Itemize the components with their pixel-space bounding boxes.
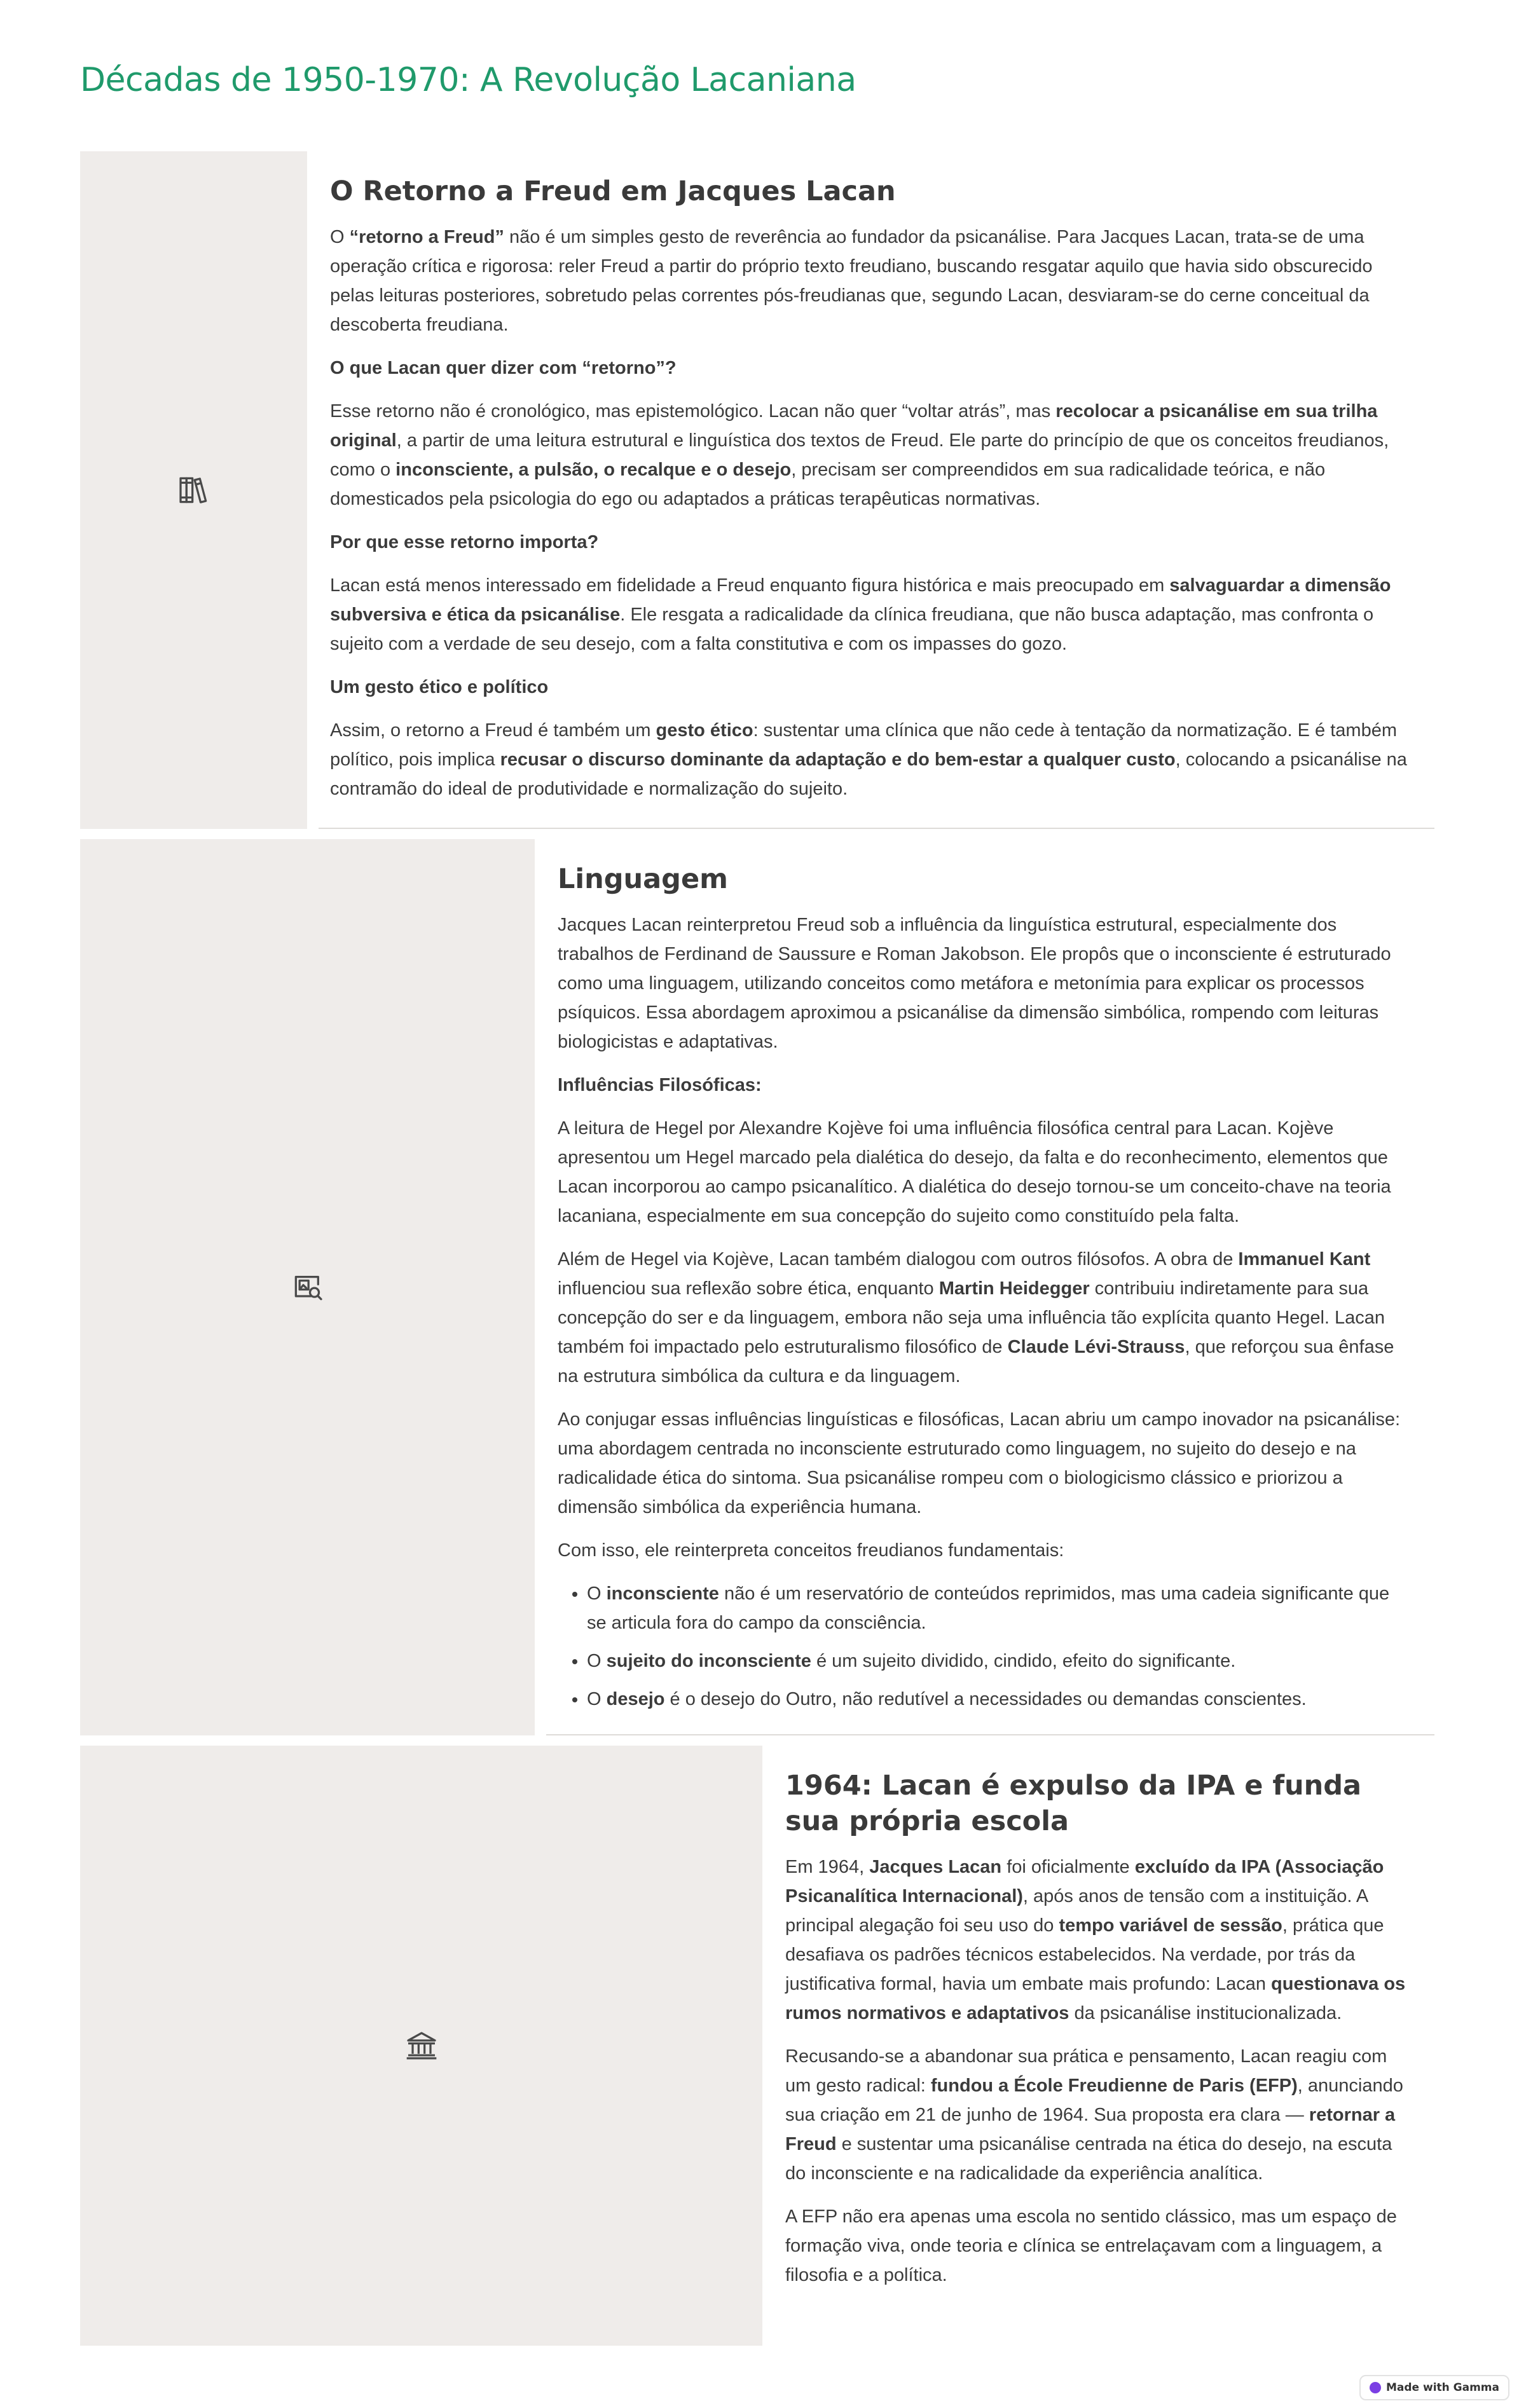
paragraph: A leitura de Hegel por Alexandre Kojève foi uma influência filosófica central para Lacan. Kojève apresentou um Hegel marcado pela dialética do desejo, da falta e do reconhecimento, elementos que Lacan incorporou ao campo psicanalítico. A dialética do desejo tornou-se um conceito-chave na teoria lacaniana, especialmente em sua concepção do sujeito como constituído pela falta.	[558, 1118, 1391, 1226]
divider	[546, 1734, 1434, 1735]
paragraph: A EFP não era apenas uma escola no sentido clássico, mas um espaço de formação viva, onde teoria e clínica se entrelaçavam com a linguagem, a filosofia e a política.	[785, 2206, 1397, 2285]
paragraph: Ao conjugar essas influências linguísticas e filosóficas, Lacan abriu um campo inovador na psicanálise: uma abordagem centrada no inconsciente estruturado como linguagem, no sujeito do desejo e na radicalidade ética do sintoma. Sua psicanálise rompeu com o biologicismo clássico e priorizou a dimensão simbólica da experiência humana.	[558, 1409, 1401, 1517]
paragraph: Em 1964, Jacques Lacan foi oficialmente excluído da IPA (Associação Psicanalítica Internacional), após anos de tensão com a instituição. A principal alegação foi seu uso do tempo variável de sessão, prática que desafiava os padrões técnicos estabelecidos. Na verdade, por trás da justificativa formal, havia um embate mais profundo: Lacan questionava os rumos normativos e adaptativos da psicanálise institucionalizada.	[785, 1856, 1406, 2023]
concept-list	[558, 1579, 1412, 1714]
paragraph: Esse retorno não é cronológico, mas epistemológico. Lacan não quer “voltar atrás”, mas recolocar a psicanálise em sua trilha original, a partir de uma leitura estrutural e linguística dos textos de Freud. Ele parte do princípio de que os conceitos freudianos, como o inconsciente, a pulsão, o recalque e o desejo, precisam ser compreendidos em sua radicalidade teórica, e não domesticados pela psicologia do ego ou adaptados a práticas terapêuticas normativas.	[330, 400, 1389, 509]
list-item: • O desejo é o desejo do Outro, não redutível a necessidades ou demandas conscientes.	[587, 1685, 1412, 1714]
list-item: • O sujeito do inconsciente é um sujeito dividido, cindido, efeito do significante.	[587, 1646, 1412, 1676]
paragraph: Com isso, ele reinterpreta conceitos freudianos fundamentais:	[558, 1540, 1064, 1561]
paragraph: O “retorno a Freud” não é um simples gesto de reverência ao fundador da psicanálise. Para Jacques Lacan, trata-se de uma operação crítica e rigorosa: reler Freud a partir do próprio texto freudiano, buscando resgatar aquilo que havia sido obscurecido pelas leituras posteriores, sobretudo pelas correntes pós-freudianas que, segundo Lacan, desviaram-se do cerne conceitual da descoberta freudiana.	[330, 226, 1373, 335]
card-image-panel	[80, 151, 307, 829]
card-text	[558, 839, 1412, 1723]
badge-label: Made with Gamma	[1385, 2381, 1499, 2394]
list-item: • O inconsciente não é um reservatório de conteúdos reprimidos, mas uma cadeia significante que se articula fora do campo da consciência.	[587, 1579, 1412, 1638]
card-linguagem	[80, 839, 1434, 1735]
paragraph: Assim, o retorno a Freud é também um gesto ético: sustentar uma clínica que não cede à tentação da normatização. E é também político, pois implica recusar o discurso dominante da adaptação e do bem-estar a qualquer custo, colocando a psicanálise na contramão do ideal de produtividade e normalização do sujeito.	[330, 720, 1407, 799]
card-image-panel	[80, 1746, 762, 2346]
books-icon	[176, 472, 212, 508]
subheading: Um gesto ético e político	[330, 676, 549, 697]
made-with-gamma-badge[interactable]	[1359, 2375, 1509, 2400]
card-text	[330, 151, 1412, 817]
section-title: O Retorno a Freud em Jacques Lacan	[330, 175, 896, 207]
subheading: O que Lacan quer dizer com “retorno”?	[330, 357, 677, 378]
section-title: 1964: Lacan é expulso da IPA e funda sua própria escola	[785, 1770, 1362, 1837]
subheading: Influências Filosóficas:	[558, 1074, 762, 1095]
paragraph: Lacan está menos interessado em fidelidade a Freud enquanto figura histórica e mais preocupado em salvaguardar a dimensão subversiva e ética da psicanálise. Ele resgata a radicalidade da clínica freudiana, que não busca adaptação, mas confronta o sujeito com a verdade de seu desejo, com a falta constitutiva e com os impasses do gozo.	[330, 575, 1391, 654]
image-search-icon	[290, 1269, 326, 1305]
paragraph: Recusando-se a abandonar sua prática e pensamento, Lacan reagiu com um gesto radical: fundou a École Freudienne de Paris (EFP), anunciando sua criação em 21 de junho de 1964. Sua proposta era clara — retornar a Freud e sustentar uma psicanálise centrada na ética do desejo, na escuta do inconsciente e na radicalidade da experiência analítica.	[785, 2046, 1403, 2184]
paragraph: Jacques Lacan reinterpretou Freud sob a influência da linguística estrutural, especialmente dos trabalhos de Ferdinand de Saussure e Roman Jakobson. Ele propôs que o inconsciente é estruturado como uma linguagem, utilizando conceitos como metáfora e metonímia para explicar os processos psíquicos. Essa abordagem aproximou a psicanálise da dimensão simbólica, rompendo com leituras biologicistas e adaptativas.	[558, 914, 1391, 1052]
card-image-panel	[80, 839, 535, 1735]
page-title: Décadas de 1950-1970: A Revolução Lacaniana	[80, 61, 856, 99]
institution-icon	[404, 2028, 439, 2063]
divider	[319, 828, 1434, 829]
card-retorno-a-freud	[80, 151, 1434, 829]
subheading: Por que esse retorno importa?	[330, 531, 599, 552]
paragraph: Além de Hegel via Kojève, Lacan também dialogou com outros filósofos. A obra de Immanuel Kant influenciou sua reflexão sobre ética, enquanto Martin Heidegger contribuiu indiretamente para sua concepção do ser e da linguagem, embora não seja uma influência tão explícita quanto Hegel. Lacan também foi impactado pelo estruturalismo filosófico de Claude Lévi-Strauss, que reforçou sua ênfase na estrutura simbólica da cultura e da linguagem.	[558, 1248, 1394, 1386]
card-text	[785, 1746, 1412, 2304]
gamma-logo-icon	[1370, 2382, 1381, 2393]
card-1964-expulsao-ipa	[80, 1746, 1434, 2346]
section-title: Linguagem	[558, 863, 728, 895]
